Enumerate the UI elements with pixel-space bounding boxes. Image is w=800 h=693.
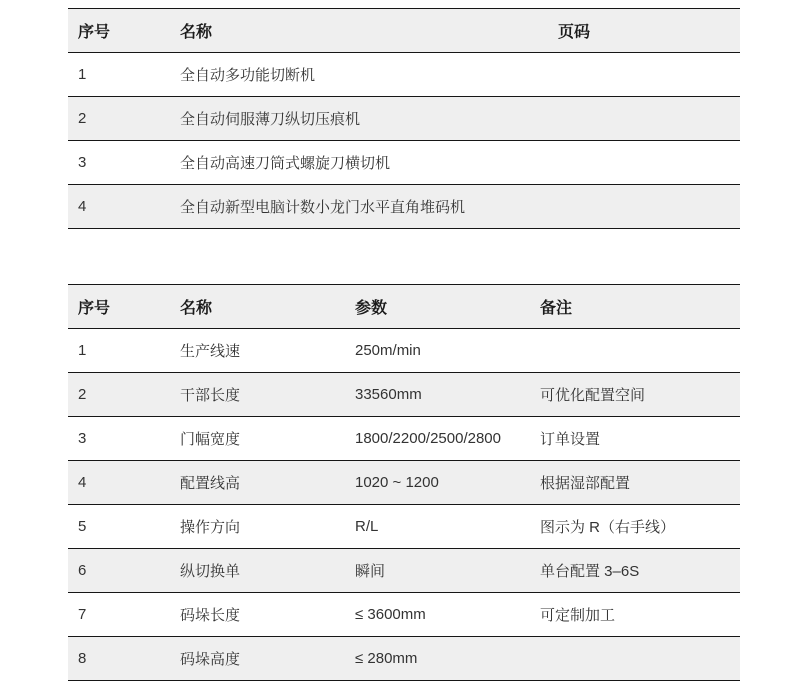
table-cell: ≤ 3600mm <box>355 593 540 637</box>
table-cell: 6 <box>68 549 180 593</box>
table-cell: 生产线速 <box>180 329 355 373</box>
table-row <box>68 97 740 141</box>
table-cell: 4 <box>68 461 180 505</box>
table-row <box>68 141 740 185</box>
machine-catalog-table <box>68 8 740 229</box>
header-cell: 序号 <box>68 9 180 53</box>
header-cell: 名称 <box>180 285 355 329</box>
table-cell: 3 <box>68 417 180 461</box>
table-cell: 8 <box>68 637 180 681</box>
table-cell: 2 <box>68 97 180 141</box>
table-cell: 单台配置 3–6S <box>540 549 740 593</box>
table-cell: 纵切换单 <box>180 549 355 593</box>
spec-table-header <box>68 285 740 329</box>
table-cell: 订单设置 <box>540 417 740 461</box>
table-cell: 1800/2200/2500/2800 <box>355 417 540 461</box>
table-cell: 7 <box>68 593 180 637</box>
table-cell: R/L <box>355 505 540 549</box>
table-cell: 码垛长度 <box>180 593 355 637</box>
header-cell: 参数 <box>355 285 540 329</box>
table-cell <box>558 185 740 229</box>
table-cell: 码垛高度 <box>180 637 355 681</box>
table-row <box>68 329 740 373</box>
header-cell: 序号 <box>68 285 180 329</box>
table-cell: 33560mm <box>355 373 540 417</box>
table-cell: 1020 ~ 1200 <box>355 461 540 505</box>
table-cell: 全自动多功能切断机 <box>180 53 558 97</box>
table-cell: 可优化配置空间 <box>540 373 740 417</box>
table-cell: 门幅宽度 <box>180 417 355 461</box>
table-cell: 可定制加工 <box>540 593 740 637</box>
table-row <box>68 53 740 97</box>
table-row <box>68 185 740 229</box>
table-cell <box>558 141 740 185</box>
table-cell: 3 <box>68 141 180 185</box>
table-row <box>68 461 740 505</box>
table-cell: 图示为 R（右手线） <box>540 505 740 549</box>
table-cell <box>540 637 740 681</box>
table-cell: 配置线高 <box>180 461 355 505</box>
table-header-row <box>68 285 740 329</box>
table-row <box>68 505 740 549</box>
table-cell: 1 <box>68 329 180 373</box>
table-cell: 1 <box>68 53 180 97</box>
catalog-table-header <box>68 9 740 53</box>
table-cell: ≤ 280mm <box>355 637 540 681</box>
table-row <box>68 417 740 461</box>
table-cell: 全自动伺服薄刀纵切压痕机 <box>180 97 558 141</box>
table-cell <box>558 97 740 141</box>
table-header-row <box>68 9 740 53</box>
header-cell: 名称 <box>180 9 558 53</box>
spec-table-body <box>68 329 740 681</box>
table-row <box>68 637 740 681</box>
table-cell: 250m/min <box>355 329 540 373</box>
header-cell: 页码 <box>558 9 740 53</box>
table-cell <box>540 329 740 373</box>
table-cell: 干部长度 <box>180 373 355 417</box>
table-cell: 操作方向 <box>180 505 355 549</box>
table-row <box>68 593 740 637</box>
table-row <box>68 373 740 417</box>
table-cell: 全自动高速刀筒式螺旋刀横切机 <box>180 141 558 185</box>
table-cell: 全自动新型电脑计数小龙门水平直角堆码机 <box>180 185 558 229</box>
table-cell <box>558 53 740 97</box>
table-cell: 4 <box>68 185 180 229</box>
specification-table <box>68 284 740 681</box>
catalog-table-body <box>68 53 740 229</box>
table-cell: 瞬间 <box>355 549 540 593</box>
table-cell: 根据湿部配置 <box>540 461 740 505</box>
header-cell: 备注 <box>540 285 740 329</box>
table-cell: 5 <box>68 505 180 549</box>
table-cell: 2 <box>68 373 180 417</box>
table-row <box>68 549 740 593</box>
